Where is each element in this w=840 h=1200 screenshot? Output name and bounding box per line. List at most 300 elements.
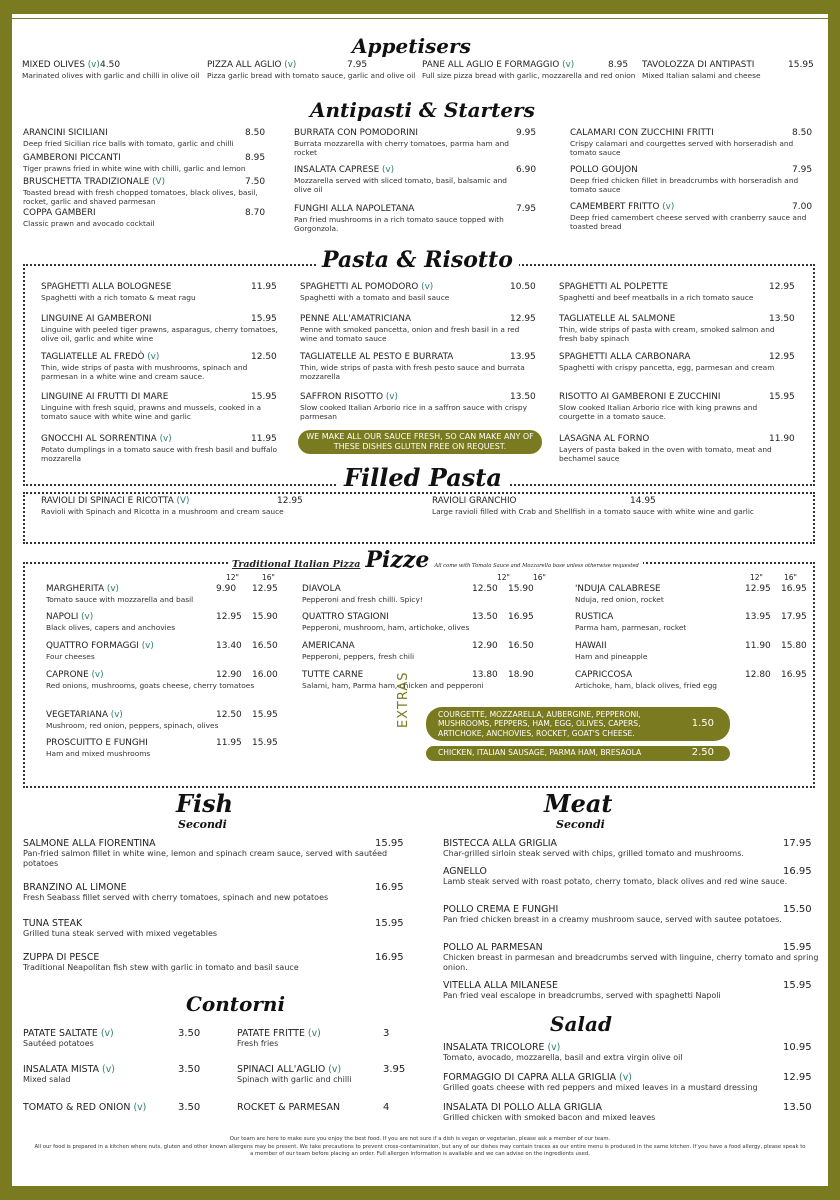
antipasti-item-price: 8.70 — [245, 208, 266, 218]
appetisers-item-desc: Full size pizza bread with garlic, mozzarella and red onion — [422, 70, 636, 80]
antipasti-item — [294, 128, 537, 157]
contorni-item-price: 3.95 — [383, 1064, 406, 1075]
pasta-item-name — [559, 352, 795, 363]
pasta-item — [41, 282, 279, 302]
item-name-text: AGNELLO — [443, 866, 487, 877]
filled-item-name — [432, 496, 812, 507]
pizze-item-desc: Red onions, mushrooms, goats cheese, cherry tomatoes — [46, 680, 255, 690]
filled-item-price: 12.95 — [277, 496, 303, 506]
pizze-price-12: 12.90 — [472, 641, 498, 651]
pasta-item — [41, 352, 279, 381]
pasta-item-desc: Spaghetti with a tomato and basil sauce — [300, 292, 450, 302]
pasta-item-price: 10.50 — [510, 282, 536, 292]
extras-1-price: 1.50 — [691, 718, 714, 729]
pizze-item-desc: Pepperoni, peppers, fresh chili — [302, 651, 415, 661]
item-name-text: CAMEMBERT FRITTO — [570, 202, 660, 212]
contorni-item — [23, 1102, 233, 1113]
item-name-text: TAGLIATELLE AL PESTO E BURRATA — [300, 352, 454, 362]
antipasti-item-desc: Tiger prawns fried in white wine with chilli, garlic and lemon — [23, 163, 246, 173]
pizze-price-16: 15.90 — [252, 612, 278, 622]
pizze-item — [302, 641, 542, 661]
appetisers-item-price: 7.95 — [347, 60, 368, 70]
salad-item-name — [443, 1072, 823, 1083]
antipasti-item-desc: Pan fried mushrooms in a rich tomato sauce topped with Gorgonzola. — [294, 214, 504, 233]
filled-item-desc: Large ravioli filled with Crab and Shellfish in a tomato sauce with white wine and garlic — [432, 506, 754, 516]
vegetarian-mark: (v) — [662, 202, 675, 212]
item-name-text: SALMONE ALLA FIORENTINA — [23, 838, 156, 849]
item-name-text: SPAGHETTI ALLA CARBONARA — [559, 352, 691, 362]
item-name-text: LINGUINE AI GAMBERONI — [41, 314, 152, 324]
item-name-text: NAPOLI — [46, 612, 79, 622]
item-name-text: INSALATA DI POLLO ALLA GRIGLIA — [443, 1102, 602, 1113]
salad-item-name — [443, 1042, 823, 1053]
pizze-item-name — [302, 641, 542, 652]
pasta-item — [41, 434, 279, 463]
antipasti-item-price: 7.00 — [792, 202, 813, 212]
contorni-item-desc: Mixed salad — [23, 1075, 71, 1085]
pasta-item-desc: Layers of pasta baked in the oven with tomato, meat and bechamel sauce — [559, 444, 772, 463]
contorni-item — [237, 1064, 412, 1085]
filled-item-price: 14.95 — [630, 496, 656, 506]
extras-pill-1 — [426, 707, 730, 741]
pasta-item-name — [41, 434, 279, 445]
antipasti-item-desc: Classic prawn and avocado cocktail — [23, 218, 155, 228]
antipasti-item-name — [570, 128, 816, 139]
meat-item-name — [443, 866, 823, 877]
menu-page — [12, 14, 828, 1186]
salad-title: Salad — [550, 1012, 612, 1036]
meat-item-desc: Chicken breast in parmesan and breadcrumbs served with linguine, cherry tomato and spring onion. — [443, 953, 819, 973]
pasta-item — [41, 392, 279, 421]
fish-item-desc: Grilled tuna steak served with mixed vegetables — [23, 929, 218, 939]
pasta-item-name — [41, 282, 279, 293]
fish-item-name — [23, 882, 403, 893]
item-name-text: COPPA GAMBERI — [23, 208, 96, 218]
pizze-price-16: 16.00 — [252, 670, 278, 680]
pizze-item-desc: Four cheeses — [46, 651, 95, 661]
item-name-text: RAVIOLI DI SPINACI E RICOTTA — [41, 496, 174, 506]
vegetarian-mark: (v) — [385, 392, 398, 402]
item-name-text: TAGLIATELLE AL FREDÒ — [41, 352, 145, 362]
footer-note-1: Our team are here to make sure you enjoy the best food. If you are not sure if a dish is vegan or vegetarian, please ask a member of our team. — [229, 1136, 611, 1142]
pizze-item — [575, 670, 815, 690]
antipasti-item-name — [294, 128, 524, 139]
meat-item — [443, 942, 823, 973]
contorni-item — [23, 1028, 233, 1049]
item-name-text: CAPRICCOSA — [575, 670, 633, 680]
footer-note-2: All our food is prepared in a kitchen where nuts, gluten and other known allergens may be present. We take precautions to prevent cross-contamination, but any of our dishes may contain traces as our entire menu is produced in the same kitchen. If you have a food allergy, please speak to a member of our team before placing an order. Full allergen information is available and we can advise on the ingredients used. — [34, 1144, 806, 1157]
pasta-item-price: 13.50 — [510, 392, 536, 402]
item-name-text: CALAMARI CON ZUCCHINI FRITTI — [570, 128, 714, 138]
pizze-item-desc: Black olives, capers and anchovies — [46, 622, 176, 632]
item-name-text: TUNA STEAK — [23, 918, 83, 929]
meat-item — [443, 866, 823, 887]
pasta-item-name — [41, 392, 279, 403]
pizze-item-name — [575, 612, 815, 623]
contorni-item-desc: Spinach with garlic and chilli — [237, 1075, 352, 1085]
pasta-item-name — [300, 392, 530, 403]
pasta-title: Pasta & Risotto — [316, 247, 519, 273]
item-name-text: FORMAGGIO DI CAPRA ALLA GRIGLIA — [443, 1072, 617, 1083]
fish-subtitle: Secondi — [178, 818, 227, 831]
contorni-item-price: 4 — [383, 1102, 390, 1113]
item-name-text: VEGETARIANA — [46, 710, 108, 720]
salad-item-desc: Grilled goats cheese with red peppers and mixed leaves in a mustard dressing — [443, 1083, 758, 1093]
item-name-text: POLLO GOUJON — [570, 165, 638, 175]
meat-item-desc: Lamb steak served with roast potato, cherry tomato, black olives and red wine sauce. — [443, 877, 788, 887]
antipasti-item — [23, 128, 269, 148]
item-name-text: HAWAII — [575, 641, 607, 651]
contorni-item-name — [23, 1102, 233, 1113]
pizze-heading — [228, 547, 643, 573]
pasta-item-desc: Thin, wide strips of pasta with fresh pesto sauce and burrata mozzarella — [300, 362, 525, 381]
pasta-item-desc: Thin, wide strips of pasta with mushrooms, spinach and parmesan in a white wine and cream sauce. — [41, 362, 248, 381]
appetisers-item-desc: Marinated olives with garlic and chilli in olive oil — [22, 70, 200, 80]
salad-item-desc: Tomato, avocado, mozzarella, basil and extra virgin olive oil — [443, 1053, 683, 1063]
item-name-text: TAVOLOZZA DI ANTIPASTI — [642, 60, 755, 70]
pizze-item — [302, 612, 542, 632]
meat-item-name — [443, 942, 823, 953]
vegetarian-mark: (v) — [619, 1072, 632, 1083]
pizze-price-12: 9.90 — [216, 584, 237, 594]
pasta-item-name — [300, 282, 530, 293]
pasta-item — [300, 352, 536, 381]
pasta-item-name — [300, 352, 530, 363]
pasta-item-desc: Slow cooked Italian Arborio rice in a saffron sauce with crispy parmesan — [300, 402, 527, 421]
extras-1-text: COURGETTE, MOZZARELLA, AUBERGINE, PEPPERONI, MUSHROOMS, PEPPERS, HAM, EGG, OLIVES, CAPERS, ARTICHOKE, ANCHOVIES, ROCKET, GOAT'S CHEESE. — [438, 710, 641, 738]
item-name-text: INSALATA CAPRESE — [294, 165, 380, 175]
pizze-item — [46, 670, 286, 690]
pasta-item-desc: Slow cooked Italian Arborio rice with king prawns and courgette in a tomato sauce. — [559, 402, 758, 421]
contorni-item-name — [23, 1028, 233, 1039]
pizze-item — [46, 641, 286, 661]
vegetarian-mark: (v) — [110, 710, 123, 720]
antipasti-item-desc: Mozzarella served with sliced tomato, basil, balsamic and olive oil — [294, 175, 507, 194]
antipasti-item-price: 8.50 — [792, 128, 813, 138]
contorni-item — [23, 1064, 233, 1085]
meat-item-desc: Pan fried chicken breast in a creamy mushroom sauce, served with sautee potatoes. — [443, 915, 782, 925]
contorni-item-name — [23, 1064, 233, 1075]
antipasti-item-desc: Deep fried camembert cheese served with cranberry sauce and toasted bread — [570, 212, 807, 231]
meat-item-price: 15.95 — [783, 942, 812, 953]
antipasti-item-desc: Deep fried Sicilian rice balls with tomato, garlic and chilli — [23, 138, 234, 148]
pasta-item — [300, 282, 536, 302]
meat-item-name — [443, 904, 823, 915]
item-name-text: PATATE FRITTE — [237, 1028, 305, 1039]
pizze-item-name — [46, 670, 286, 681]
antipasti-item-name — [294, 165, 524, 176]
antipasti-item-price: 9.95 — [516, 128, 537, 138]
item-name-text: PATATE SALTATE — [23, 1028, 98, 1039]
pizze-price-12: 12.95 — [216, 612, 242, 622]
salad-item-name — [443, 1102, 823, 1113]
pizze-price-16: 16.95 — [781, 670, 807, 680]
item-name-text: PANE ALL AGLIO E FORMAGGIO — [422, 60, 560, 70]
antipasti-item-name — [570, 165, 816, 176]
fish-item-desc: Pan-fried salmon fillet in white wine, lemon and spinach cream sauce, served with sautéed potatoes — [23, 849, 388, 869]
contorni-item — [237, 1028, 412, 1049]
pizze-item-desc: Pepperoni and fresh chilli. Spicy! — [302, 594, 423, 604]
pasta-item-desc: Spaghetti with crispy pancetta, egg, parmesan and cream — [559, 362, 775, 372]
item-name-text: SPINACI ALL'AGLIO — [237, 1064, 326, 1075]
meat-item-name — [443, 838, 823, 849]
antipasti-item-price: 6.90 — [516, 165, 537, 175]
size-12-label: 12" — [497, 573, 510, 582]
filled-item-desc: Ravioli with Spinach and Ricotta in a mushroom and cream sauce — [41, 506, 284, 516]
vegetarian-mark: (v) — [328, 1064, 342, 1075]
item-name-text: ARANCINI SICILIANI — [23, 128, 108, 138]
item-name-text: PENNE ALL'AMATRICIANA — [300, 314, 411, 324]
pasta-item — [559, 282, 795, 302]
meat-item-price: 17.95 — [783, 838, 812, 849]
filled-item — [432, 496, 812, 516]
salad-item-price: 12.95 — [783, 1072, 812, 1083]
meat-item — [443, 904, 823, 925]
pizze-item — [575, 584, 815, 604]
salad-item-price: 10.95 — [783, 1042, 812, 1053]
pasta-item — [300, 392, 536, 421]
pasta-item-desc: Penne with smoked pancetta, onion and fresh basil in a red wine and tomato sauce — [300, 324, 520, 343]
item-name-text: LINGUINE AI FRUTTI DI MARE — [41, 392, 169, 402]
pizze-price-16: 18.90 — [508, 670, 534, 680]
pizze-price-16: 16.50 — [508, 641, 534, 651]
pizze-item-desc: Tomato sauce with mozzarella and basil — [46, 594, 194, 604]
item-name-text: POLLO CREMA E FUNGHI — [443, 904, 559, 915]
antipasti-item — [294, 165, 537, 194]
antipasti-item-name — [23, 153, 269, 164]
pasta-item — [300, 314, 536, 343]
item-name-text: SPAGHETTI ALLA BOLOGNESE — [41, 282, 172, 292]
meat-subtitle: Secondi — [556, 818, 605, 831]
item-name-text: VITELLA ALLA MILANESE — [443, 980, 558, 991]
appetisers-title: Appetisers — [352, 34, 471, 58]
pizze-price-12: 12.95 — [745, 584, 771, 594]
contorni-item-desc: Fresh fries — [237, 1039, 279, 1049]
contorni-item — [237, 1102, 412, 1113]
pasta-item — [559, 314, 795, 343]
appetisers-item-name — [642, 60, 812, 71]
pizze-item — [46, 738, 286, 758]
pizze-item-desc: Salami, ham, Parma ham, chicken and pepperoni — [302, 680, 484, 690]
size-16-label: 16" — [262, 573, 275, 582]
meat-item — [443, 838, 823, 859]
pasta-item-name — [41, 352, 279, 363]
size-16-label: 16" — [784, 573, 797, 582]
pizze-item — [302, 670, 542, 690]
antipasti-item-price: 8.50 — [245, 128, 266, 138]
vegetarian-mark: (V) — [152, 177, 166, 187]
item-name-text: BRUSCHETTA TRADIZIONALE — [23, 177, 150, 187]
pizze-price-12: 13.80 — [472, 670, 498, 680]
pizze-item-name — [46, 641, 286, 652]
antipasti-item-name — [23, 208, 269, 219]
fish-item-name — [23, 952, 403, 963]
item-name-text: MARGHERITA — [46, 584, 105, 594]
size-12-label: 12" — [226, 573, 239, 582]
vegetarian-mark: (v) — [91, 670, 104, 680]
pizze-item — [302, 584, 542, 604]
meat-item-price: 16.95 — [783, 866, 812, 877]
pizze-price-12: 11.95 — [216, 738, 242, 748]
salad-item-desc: Grilled chicken with smoked bacon and mixed leaves — [443, 1113, 656, 1123]
item-name-text: RAVIOLI GRANCHIO — [432, 496, 517, 506]
item-name-text: ROCKET & PARMESAN — [237, 1102, 341, 1113]
pizze-item-desc: Artichoke, ham, black olives, fried egg — [575, 680, 717, 690]
antipasti-item-name — [23, 177, 269, 188]
vegetarian-mark: (v) — [102, 1064, 115, 1075]
pasta-item — [559, 392, 795, 421]
contorni-item-price: 3 — [383, 1028, 390, 1039]
pizze-item-name — [46, 738, 286, 749]
pizze-item-desc: Nduja, red onion, rocket — [575, 594, 664, 604]
meat-item — [443, 980, 823, 1001]
antipasti-item-name — [23, 128, 269, 139]
pizze-item-name — [302, 612, 542, 623]
filled-pasta-title: Filled Pasta — [338, 463, 508, 492]
fish-title: Fish — [176, 789, 234, 818]
item-name-text: INSALATA MISTA — [23, 1064, 100, 1075]
item-name-text: 'NDUJA CALABRESE — [575, 584, 661, 594]
antipasti-item-price: 8.95 — [245, 153, 266, 163]
antipasti-item-desc: Burrata mozzarella with cherry tomatoes, parma ham and rocket — [294, 138, 509, 157]
pizze-item — [46, 584, 286, 604]
pasta-item-price: 12.95 — [769, 352, 795, 362]
antipasti-item — [570, 165, 816, 194]
pizze-item — [575, 612, 815, 632]
pizze-price-16: 15.80 — [781, 641, 807, 651]
meat-item-price: 15.50 — [783, 904, 812, 915]
antipasti-item-desc: Crispy calamari and courgettes served with horseradish and tomato sauce — [570, 138, 794, 157]
vegetarian-mark: (v) — [547, 1042, 561, 1053]
meat-item-desc: Char-grilled sirloin steak served with chips, grilled tomato and mushrooms. — [443, 849, 744, 859]
pasta-item-name — [559, 282, 795, 293]
appetisers-item — [22, 60, 212, 80]
item-name-text: CAPRONE — [46, 670, 89, 680]
vegetarian-mark: (v) — [307, 1028, 321, 1039]
pizze-item-name — [575, 584, 815, 595]
appetisers-item-price: 15.95 — [788, 60, 814, 70]
meat-item-desc: Pan fried veal escalope in breadcrumbs, served with spaghetti Napoli — [443, 991, 721, 1001]
vegetarian-mark: (v) — [159, 434, 172, 444]
pizze-price-12: 11.90 — [745, 641, 771, 651]
item-name-text: RISOTTO AI GAMBERONI E ZUCCHINI — [559, 392, 721, 402]
vegetarian-mark: (v) — [100, 1028, 114, 1039]
antipasti-item — [294, 204, 537, 233]
top-rule — [12, 18, 828, 19]
antipasti-item-name — [294, 204, 524, 215]
pizze-title: Pizze — [365, 547, 430, 573]
pizze-item-desc: Parma ham, parmesan, rocket — [575, 622, 687, 632]
pizze-price-16: 15.90 — [508, 584, 534, 594]
contorni-item-price: 3.50 — [178, 1102, 201, 1113]
extras-2-price: 2.50 — [691, 747, 714, 758]
pasta-item-desc: Spaghetti with a rich tomato & meat ragu — [41, 292, 196, 302]
pizze-item-name — [46, 584, 286, 595]
pizze-item-name — [302, 584, 542, 595]
pasta-item-price: 11.90 — [769, 434, 795, 444]
pizze-price-16: 12.95 — [252, 584, 278, 594]
item-name-text: GNOCCHI AL SORRENTINA — [41, 434, 157, 444]
item-name-text: TOMATO & RED ONION — [23, 1102, 131, 1113]
pizze-item-desc: Ham and mixed mushrooms — [46, 748, 151, 758]
salad-item — [443, 1102, 823, 1123]
pizze-price-12: 13.40 — [216, 641, 242, 651]
vegetarian-mark: (v) — [133, 1102, 147, 1113]
item-name-text: MIXED OLIVES — [22, 60, 85, 70]
salad-item — [443, 1042, 823, 1063]
pasta-item-price: 15.95 — [251, 392, 277, 402]
pizze-price-12: 12.80 — [745, 670, 771, 680]
item-name-text: LASAGNA AL FORNO — [559, 434, 650, 444]
pasta-item-price: 13.50 — [769, 314, 795, 324]
fish-item — [23, 838, 403, 869]
item-name-text: TUTTE CARNE — [302, 670, 364, 680]
contorni-item-desc: Sautéed potatoes — [23, 1039, 94, 1049]
contorni-item-price: 3.50 — [178, 1064, 201, 1075]
item-name-text: SPAGHETTI AL POMODORO — [300, 282, 419, 292]
item-name-text: QUATTRO FORMAGGI — [46, 641, 139, 651]
fish-item-name — [23, 838, 403, 849]
antipasti-item-price: 7.95 — [792, 165, 813, 175]
contorni-item-price: 3.50 — [178, 1028, 201, 1039]
antipasti-item — [570, 202, 816, 231]
item-name-text: ZUPPA DI PESCE — [23, 952, 100, 963]
pasta-item-desc: Linguine with fresh squid, prawns and mussels, cooked in a tomato sauce with white wine and garlic — [41, 402, 261, 421]
pizze-price-16: 15.95 — [252, 710, 278, 720]
pizze-price-16: 17.95 — [781, 612, 807, 622]
vegetarian-mark: (v) — [562, 60, 575, 70]
pasta-item-name — [41, 314, 279, 325]
antipasti-item — [570, 128, 816, 157]
antipasti-item-price: 7.95 — [516, 204, 537, 214]
pasta-item-price: 15.95 — [769, 392, 795, 402]
antipasti-item — [23, 153, 269, 173]
pasta-item-name — [559, 434, 795, 445]
pizze-item-name — [575, 641, 815, 652]
fish-item-price: 15.95 — [375, 918, 404, 929]
pizze-item — [575, 641, 815, 661]
antipasti-item-name — [570, 202, 816, 213]
pizze-price-16: 15.95 — [252, 738, 278, 748]
pasta-item-price: 11.95 — [251, 282, 277, 292]
pizze-price-12: 12.90 — [216, 670, 242, 680]
pasta-item-price: 11.95 — [251, 434, 277, 444]
fish-item — [23, 952, 403, 973]
item-name-text: INSALATA TRICOLORE — [443, 1042, 545, 1053]
fish-item-name — [23, 918, 403, 929]
item-name-text: GAMBERONI PICCANTI — [23, 153, 121, 163]
salad-item — [443, 1072, 823, 1093]
pizze-price-16: 16.95 — [508, 612, 534, 622]
salad-item-price: 13.50 — [783, 1102, 812, 1113]
item-name-text: SAFFRON RISOTTO — [300, 392, 384, 402]
extras-pill-2 — [426, 746, 730, 761]
vegetarian-mark: (v) — [381, 165, 395, 175]
vegetarian-mark: (v) — [421, 282, 434, 292]
item-name-text: POLLO AL PARMESAN — [443, 942, 543, 953]
pasta-item-desc: Spaghetti and beef meatballs in a rich tomato sauce — [559, 292, 754, 302]
pizze-price-12: 13.95 — [745, 612, 771, 622]
fish-item-desc: Fresh Seabass fillet served with cherry tomatoes, spinach and new potatoes — [23, 893, 329, 903]
extras-label: EXTRAS — [396, 671, 411, 728]
pasta-item-price: 12.95 — [510, 314, 536, 324]
pizze-subtitle-left: Traditional Italian Pizza — [232, 559, 361, 570]
pizze-price-12: 13.50 — [472, 612, 498, 622]
antipasti-item — [23, 177, 269, 206]
fish-item — [23, 918, 403, 939]
appetisers-item-name — [207, 60, 417, 71]
pasta-item-desc: Potato dumplings in a tomato sauce with fresh basil and buffalo mozzarella — [41, 444, 278, 463]
